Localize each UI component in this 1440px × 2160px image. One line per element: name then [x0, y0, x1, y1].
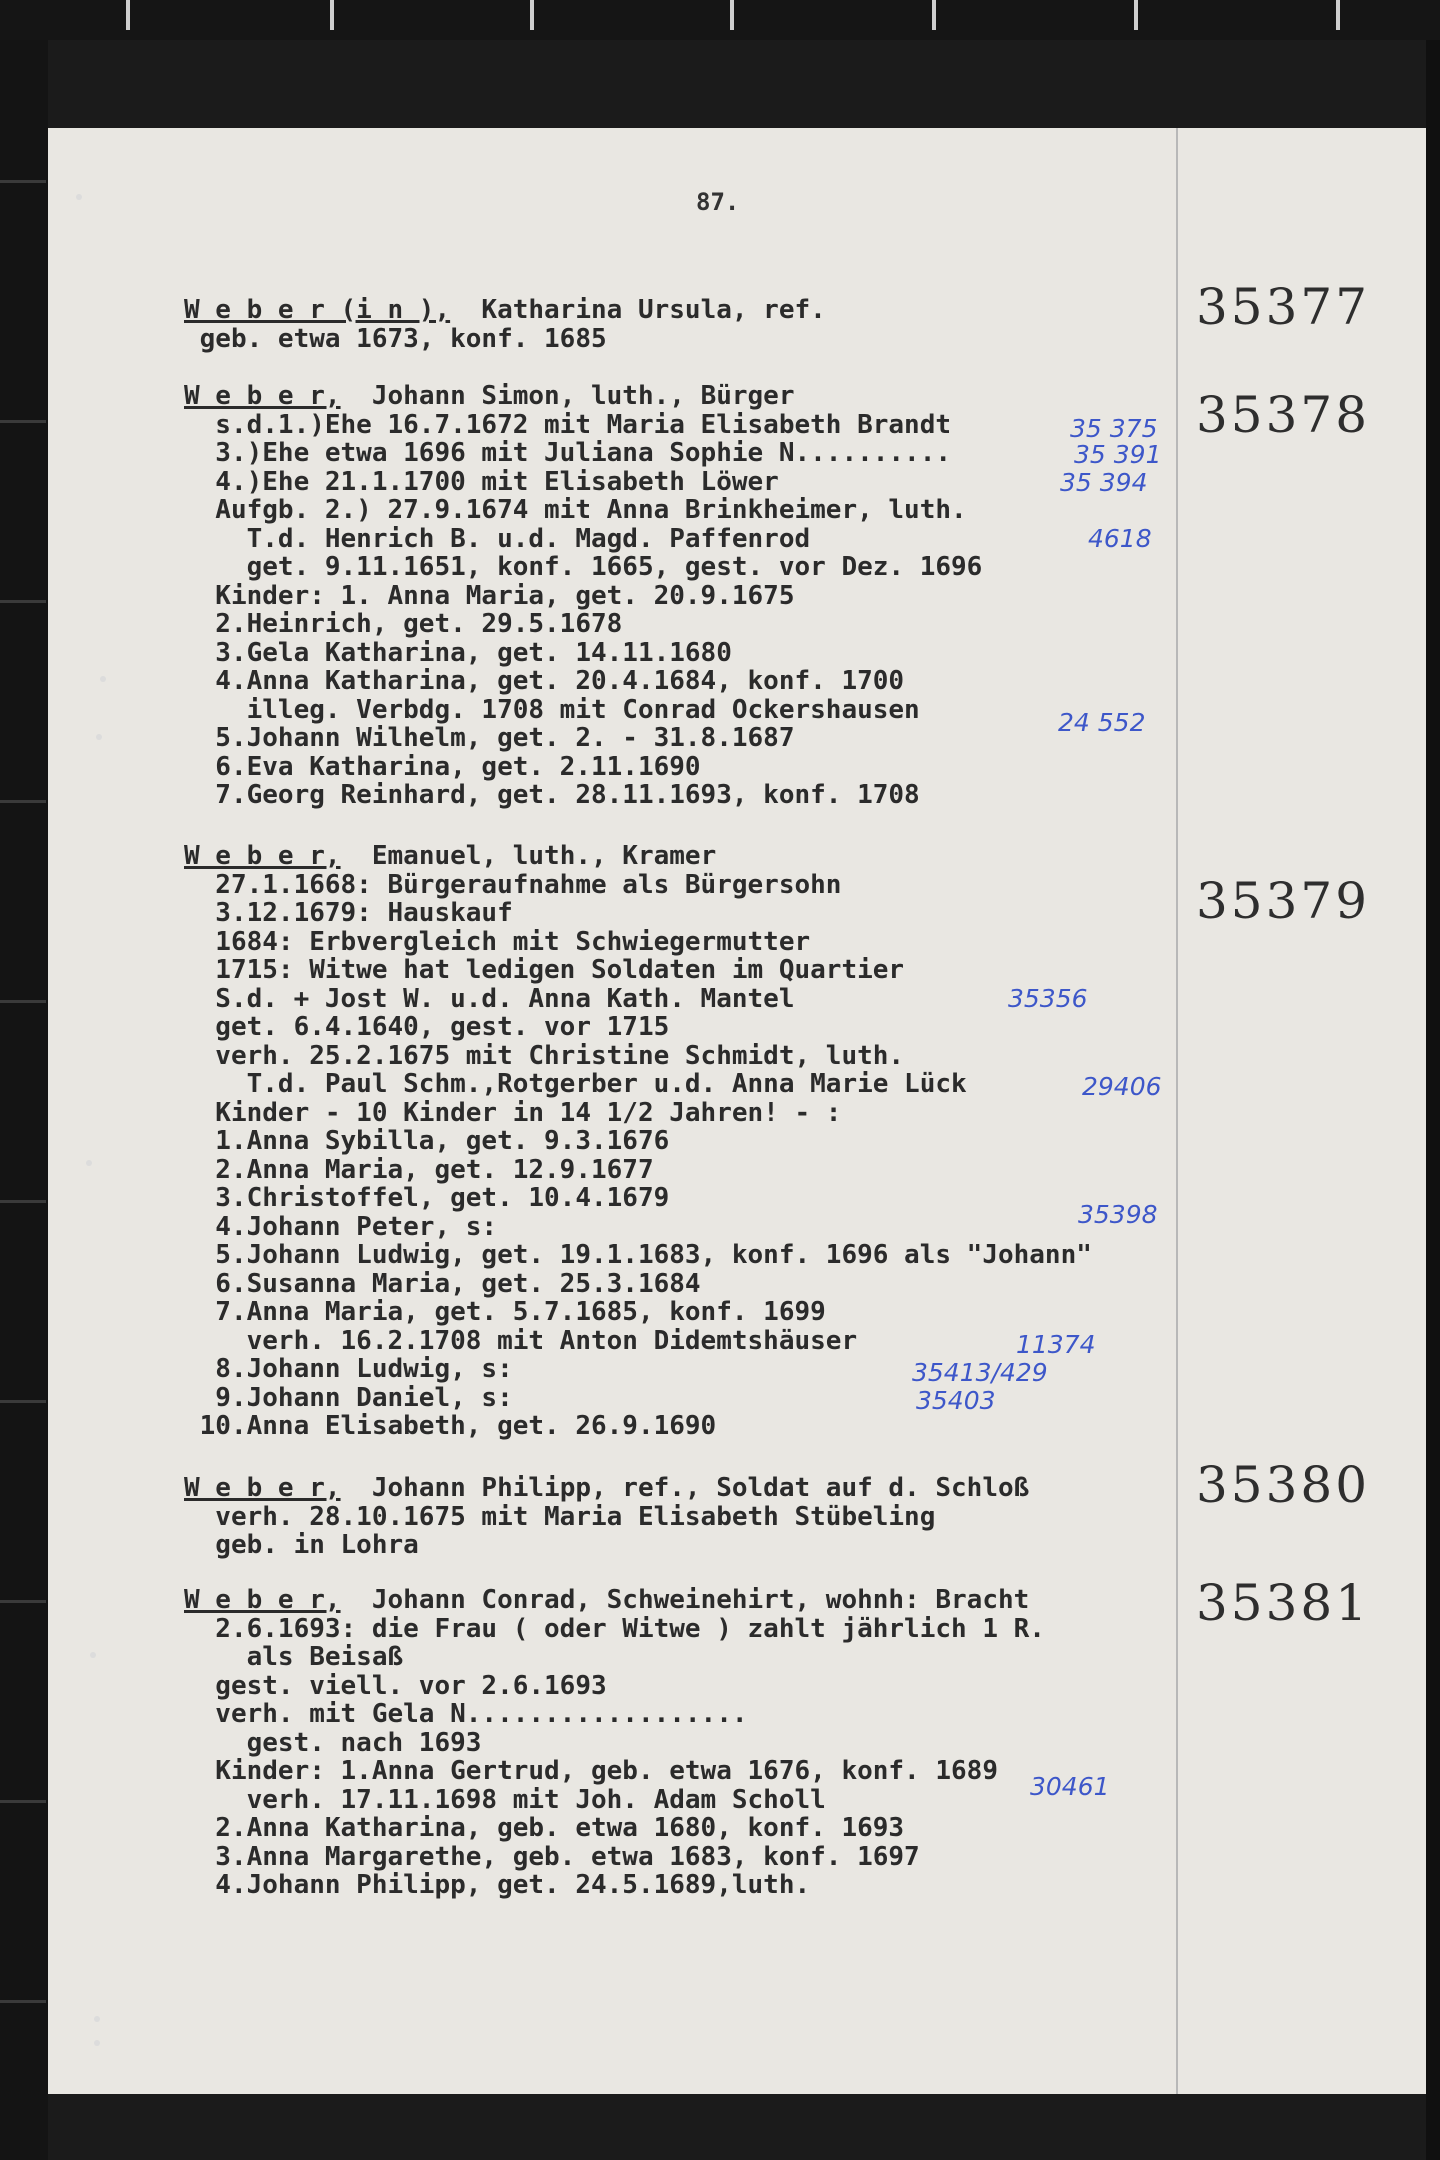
- entry-line: [184, 1700, 748, 1728]
- entry-line: [184, 325, 607, 353]
- entry-line: [184, 781, 920, 809]
- film-strip-top: [0, 0, 1440, 40]
- line-text: T.d. Henrich B. u.d. Magd. Paffenrod: [184, 523, 811, 554]
- entry-number: 35378: [1196, 386, 1371, 444]
- strip-tick: [0, 420, 46, 423]
- punch-mark: [90, 1652, 96, 1658]
- line-text: Johann Conrad, Schweinehirt, wohnh: Bracht: [340, 1585, 1030, 1615]
- entry-line: [184, 1531, 419, 1559]
- entry-line: [184, 411, 951, 439]
- line-text: 8.Johann Ludwig, s:: [184, 1354, 513, 1384]
- line-text: gest. nach 1693: [184, 1727, 482, 1758]
- line-text: 1.Anna Sybilla, get. 9.3.1676: [184, 1126, 670, 1156]
- line-text: 3.12.1679: Hauskauf: [184, 898, 513, 928]
- line-text: 4.Johann Philipp, get. 24.5.1689,luth.: [184, 1870, 811, 1900]
- entry-line: [184, 928, 810, 956]
- entry-line: [184, 1013, 669, 1041]
- handwritten-reference: 35413/429: [912, 1358, 1048, 1387]
- strip-tick: [0, 2000, 46, 2003]
- line-text: geb. in Lohra: [184, 1530, 419, 1560]
- entry-line: [184, 1298, 826, 1326]
- entry-heading-line: [184, 382, 795, 410]
- line-text: 3.Anna Margarethe, geb. etwa 1683, konf. 1697: [184, 1841, 920, 1872]
- strip-tick: [530, 0, 534, 30]
- strip-tick: [0, 1600, 46, 1603]
- strip-tick: [1134, 0, 1138, 30]
- strip-tick: [0, 1800, 46, 1803]
- strip-tick: [126, 0, 130, 30]
- line-text: 7.Anna Maria, get. 5.7.1685, konf. 1699: [184, 1297, 826, 1327]
- scan-edge-right: [1426, 40, 1440, 2160]
- surname: W e b e r,: [184, 381, 341, 411]
- line-text: 3.)Ehe etwa 1696 mit Juliana Sophie N..........: [184, 438, 952, 468]
- line-text: 3.Christoffel, get. 10.4.1679: [184, 1183, 670, 1213]
- line-text: 5.Johann Ludwig, get. 19.1.1683, konf. 1696 als "Johann": [184, 1240, 1092, 1270]
- entry-heading-line: [184, 1586, 1029, 1614]
- punch-mark: [94, 2040, 100, 2046]
- strip-tick: [330, 0, 334, 30]
- entry-line: [184, 1070, 967, 1098]
- entry-line: [184, 468, 779, 496]
- line-text: illeg. Verbdg. 1708 mit Conrad Ockershausen: [184, 694, 920, 725]
- entry-line: [184, 1786, 826, 1814]
- handwritten-reference: 35 391: [1074, 440, 1162, 469]
- strip-tick: [0, 1000, 46, 1003]
- entry-line: [184, 1729, 481, 1757]
- line-text: verh. 25.2.1675 mit Christine Schmidt, luth.: [184, 1040, 905, 1071]
- strip-tick: [932, 0, 936, 30]
- line-text: S.d. + Jost W. u.d. Anna Kath. Mantel: [184, 983, 795, 1014]
- entry-line: [184, 724, 794, 752]
- handwritten-reference: 35 394: [1060, 468, 1148, 497]
- line-text: verh. 28.10.1675 mit Maria Elisabeth Stübeling: [184, 1501, 936, 1532]
- entry-line: [184, 1814, 904, 1842]
- margin-rule: [1176, 128, 1178, 2094]
- entry-line: [184, 1270, 701, 1298]
- entry-line: [184, 1156, 654, 1184]
- entry-line: [184, 1412, 716, 1440]
- entry-heading-line: [184, 842, 716, 870]
- entry-line: [184, 582, 794, 610]
- entry-number: 35379: [1196, 872, 1371, 930]
- entry-line: [184, 496, 967, 524]
- document-page: [48, 128, 1426, 2094]
- line-text: 1715: Witwe hat ledigen Soldaten im Quartier: [184, 955, 905, 985]
- entry-line: [184, 1672, 607, 1700]
- entry-line: [184, 1127, 669, 1155]
- punch-mark: [76, 194, 82, 200]
- entry-line: [184, 899, 513, 927]
- handwritten-reference: 35398: [1078, 1200, 1158, 1229]
- punch-mark: [100, 676, 106, 682]
- line-text: 10.Anna Elisabeth, get. 26.9.1690: [184, 1411, 717, 1441]
- line-text: Aufgb. 2.) 27.9.1674 mit Anna Brinkheimer, luth.: [184, 495, 967, 525]
- line-text: verh. mit Gela N..................: [184, 1699, 748, 1729]
- strip-tick: [1336, 0, 1340, 30]
- entry-line: [184, 1184, 669, 1212]
- entry-line: [184, 1099, 841, 1127]
- line-text: 27.1.1668: Bürgeraufnahme als Bürgersohn: [184, 869, 842, 900]
- handwritten-reference: 11374: [1016, 1330, 1096, 1359]
- entry-line: [184, 1327, 857, 1355]
- line-text: get. 6.4.1640, gest. vor 1715: [184, 1012, 670, 1042]
- entry-line: [184, 1241, 1092, 1269]
- entry-line: [184, 553, 982, 581]
- entry-line: [184, 639, 732, 667]
- line-text: 3.Gela Katharina, get. 14.11.1680: [184, 637, 732, 668]
- surname: W e b e r,: [184, 1473, 341, 1503]
- strip-tick: [0, 1400, 46, 1403]
- entry-number: 35377: [1196, 278, 1371, 336]
- line-text: get. 9.11.1651, konf. 1665, gest. vor Dez. 1696: [184, 552, 983, 582]
- punch-mark: [94, 2016, 100, 2022]
- line-text: T.d. Paul Schm.,Rotgerber u.d. Anna Marie Lück: [184, 1069, 967, 1099]
- line-text: 2.6.1693: die Frau ( oder Witwe ) zahlt jährlich 1 R.: [184, 1613, 1045, 1644]
- entry-line: [184, 439, 951, 467]
- line-text: Emanuel, luth., Kramer: [340, 841, 717, 871]
- entry-line: [184, 1384, 513, 1412]
- handwritten-reference: 35356: [1008, 984, 1088, 1013]
- line-text: Johann Simon, luth., Bürger: [340, 381, 795, 411]
- entry-number: 35380: [1196, 1456, 1371, 1514]
- line-text: verh. 17.11.1698 mit Joh. Adam Scholl: [184, 1784, 826, 1815]
- entry-line: [184, 1355, 513, 1383]
- entry-line: [184, 525, 810, 553]
- line-text: 6.Susanna Maria, get. 25.3.1684: [184, 1268, 701, 1299]
- entry-line: [184, 1213, 497, 1241]
- line-text: 2.Heinrich, get. 29.5.1678: [184, 609, 623, 639]
- entry-line: [184, 667, 904, 695]
- entry-line: [184, 610, 622, 638]
- punch-mark: [86, 1160, 92, 1166]
- handwritten-reference: 4618: [1088, 524, 1152, 553]
- entry-line: [184, 871, 841, 899]
- handwritten-reference: 35403: [916, 1386, 996, 1415]
- entry-line: [184, 1643, 403, 1671]
- surname: W e b e r (i n ),: [184, 295, 451, 325]
- entry-heading-line: [184, 1474, 1029, 1502]
- line-text: gest. viell. vor 2.6.1693: [184, 1670, 607, 1701]
- line-text: 9.Johann Daniel, s:: [184, 1382, 513, 1413]
- strip-tick: [0, 600, 46, 603]
- strip-tick: [0, 800, 46, 803]
- surname: W e b e r,: [184, 1585, 341, 1615]
- line-text: s.d.1.)Ehe 16.7.1672 mit Maria Elisabeth Brandt: [184, 409, 952, 440]
- entry-line: [184, 1843, 920, 1871]
- handwritten-reference: 24 552: [1058, 708, 1146, 737]
- line-text: 7.Georg Reinhard, get. 28.11.1693, konf. 1708: [184, 780, 920, 810]
- entry-number: 35381: [1196, 1574, 1371, 1632]
- punch-mark: [96, 734, 102, 740]
- line-text: Kinder: 1.Anna Gertrud, geb. etwa 1676, konf. 1689: [184, 1756, 998, 1786]
- entry-line: [184, 696, 920, 724]
- strip-tick: [0, 1200, 46, 1203]
- line-text: 4.Johann Peter, s:: [184, 1211, 498, 1242]
- line-text: 2.Anna Maria, get. 12.9.1677: [184, 1154, 654, 1185]
- entry-line: [184, 1757, 998, 1785]
- film-strip-left: [0, 40, 48, 2160]
- page-number: 87.: [696, 188, 740, 216]
- handwritten-reference: 29406: [1082, 1072, 1162, 1101]
- entry-line: [184, 1871, 810, 1899]
- line-text: Johann Philipp, ref., Soldat auf d. Schloß: [340, 1473, 1030, 1503]
- line-text: 1684: Erbvergleich mit Schwiegermutter: [184, 926, 811, 957]
- surname: W e b e r,: [184, 841, 341, 871]
- strip-tick: [0, 180, 46, 183]
- entry-line: [184, 1503, 935, 1531]
- line-text: verh. 16.2.1708 mit Anton Didemtshäuser: [184, 1325, 858, 1356]
- line-text: geb. etwa 1673, konf. 1685: [184, 323, 607, 354]
- entry-line: [184, 985, 794, 1013]
- line-text: 4.Anna Katharina, get. 20.4.1684, konf. 1700: [184, 666, 905, 696]
- line-text: Katharina Ursula, ref.: [450, 295, 826, 325]
- line-text: 6.Eva Katharina, get. 2.11.1690: [184, 751, 701, 782]
- line-text: 5.Johann Wilhelm, get. 2. - 31.8.1687: [184, 723, 795, 753]
- entry-line: [184, 1042, 904, 1070]
- entry-line: [184, 1615, 1045, 1643]
- strip-tick: [730, 0, 734, 30]
- handwritten-reference: 35 375: [1070, 414, 1158, 443]
- entry-heading-line: [184, 296, 826, 324]
- entry-line: [184, 956, 904, 984]
- entry-line: [184, 753, 701, 781]
- line-text: Kinder: 1. Anna Maria, get. 20.9.1675: [184, 580, 795, 611]
- handwritten-reference: 30461: [1030, 1772, 1110, 1801]
- line-text: als Beisaß: [184, 1642, 404, 1672]
- line-text: 2.Anna Katharina, geb. etwa 1680, konf. 1693: [184, 1813, 905, 1843]
- line-text: Kinder - 10 Kinder in 14 1/2 Jahren! - :: [184, 1097, 842, 1128]
- line-text: 4.)Ehe 21.1.1700 mit Elisabeth Löwer: [184, 466, 779, 497]
